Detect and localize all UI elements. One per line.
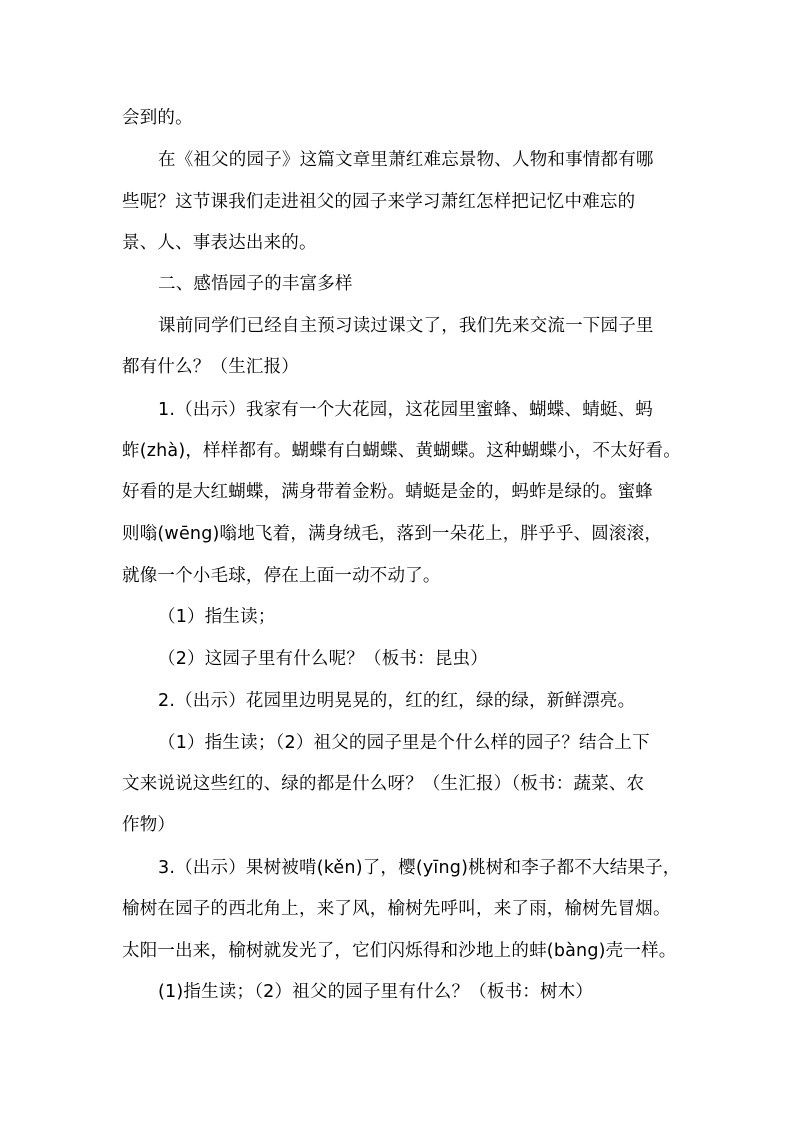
paragraph-line: 榆树在园子的西北角上，来了风，榆树先呼叫，来了雨，榆树先冒烟。 (122, 899, 671, 919)
paragraph-line: （2）这园子里有什么呢？（板书：昆虫） (158, 649, 488, 669)
paragraph-line: 文来说说这些红的、绿的都是什么呀？（生汇报）（板书：蔬菜、农 (122, 774, 645, 794)
paragraph-line: 好看的是大红蝴蝶，满身带着金粉。蜻蜓是金的，蚂蚱是绿的。蜜蜂 (122, 482, 653, 502)
paragraph-line: 2.（出示）花园里边明晃晃的，红的红，绿的绿，新鲜漂亮。 (158, 691, 636, 711)
paragraph-line: 会到的。 (122, 108, 193, 128)
paragraph-line: 作物） (122, 815, 176, 835)
paragraph-line: （1）指生读； (158, 607, 276, 627)
paragraph-line: 太阳一出来，榆树就发光了，它们闪烁得和沙地上的蚌(bàng)壳一样。 (122, 941, 677, 961)
paragraph-line: 就像一个小毛球，停在上面一动不动了。 (122, 566, 441, 586)
paragraph-line: （1）指生读；（2）祖父的园子里是个什么样的园子？结合上下 (158, 733, 650, 753)
paragraph-line: 些呢？这节课我们走进祖父的园子来学习萧红怎样把记忆中难忘的 (122, 192, 636, 212)
paragraph-line: 1.（出示）我家有一个大花园，这花园里蜜蜂、蝴蝶、蜻蜓、蚂 (158, 400, 653, 420)
paragraph-line: 则嗡(wēng)嗡地飞着，满身绒毛，落到一朵花上，胖乎乎、圆滚滚， (122, 524, 663, 544)
section-heading: 二、感悟园子的丰富多样 (158, 274, 353, 294)
paragraph-line: 3.（出示）果树被啃(kěn)了，樱(yīng)桃树和李子都不大结果子， (158, 858, 681, 878)
paragraph-line: 蚱(zhà)，样样都有。蝴蝶有白蝴蝶、黄蝴蝶。这种蝴蝶小，不太好看。 (122, 441, 681, 461)
paragraph-line: (1)指生读；（2）祖父的园子里有什么？（板书：树木） (158, 982, 594, 1002)
paragraph-line: 在《祖父的园子》这篇文章里萧红难忘景物、人物和事情都有哪 (158, 150, 654, 170)
paragraph-line: 课前同学们已经自主预习读过课文了，我们先来交流一下园子里 (158, 316, 654, 336)
paragraph-line: 都有什么？（生汇报） (122, 357, 299, 377)
paragraph-line: 景、人、事表达出来的。 (122, 233, 317, 253)
